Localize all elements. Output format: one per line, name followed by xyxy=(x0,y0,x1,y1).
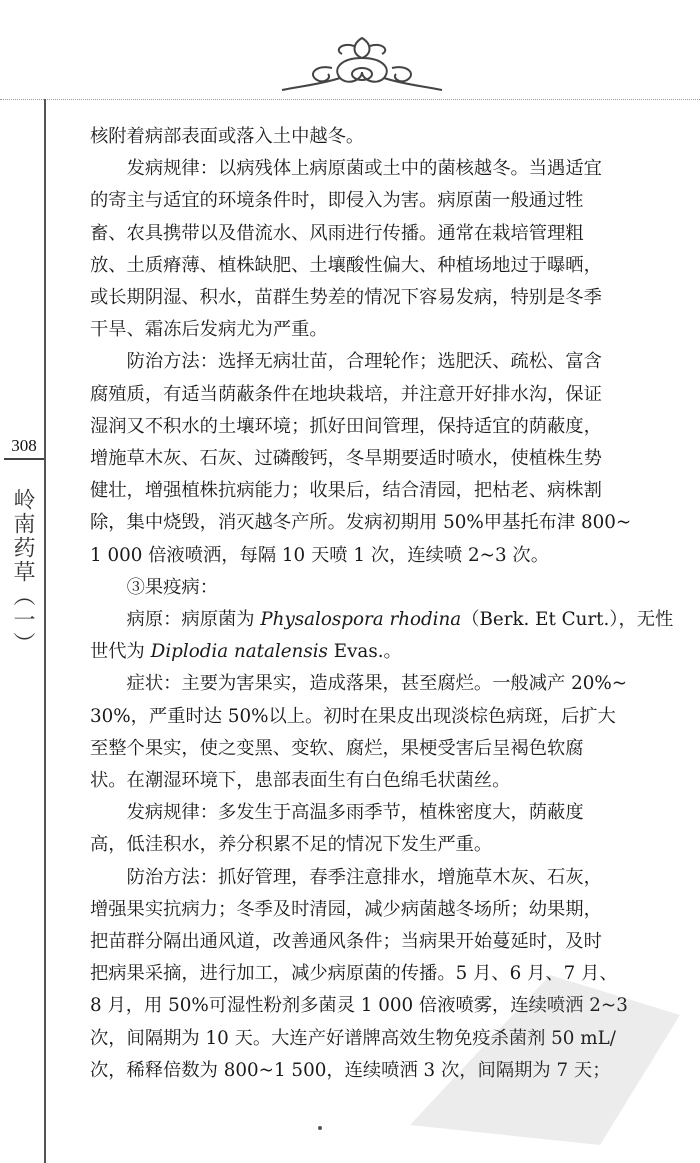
text-line: 防治方法：抓好管理，春季注意排水，增施草木灰、石灰， xyxy=(126,866,602,888)
margin-divider xyxy=(44,99,46,1163)
header-ornament-icon xyxy=(262,34,462,96)
text-line xyxy=(90,636,690,668)
section-heading: ③果疫病： xyxy=(126,576,218,598)
text-line: 把苗群分隔出通风道，改善通风条件；当病果开始蔓延时，及时 xyxy=(90,931,602,953)
watermark-logo xyxy=(400,955,690,1155)
text-line: 发病规律：多发生于高温多雨季节，植株密度大，荫蔽度 xyxy=(126,802,584,824)
text-line: 干旱、霜冻后发病尤为严重。 xyxy=(90,319,328,341)
text-line: 畜、农具携带以及借流水、风雨进行传播。通常在栽培管理粗 xyxy=(90,222,584,244)
text-line: 状。在潮湿环境下，患部表面生有白色绵毛状菌丝。 xyxy=(90,770,511,792)
pathogen-label: 病原：病原菌为 xyxy=(126,609,261,631)
text-line: 核附着病部表面或落入土中越冬。 xyxy=(90,126,365,147)
text-line: 次，间隔期为 10 天。大连产好谱牌高效生物免疫杀菌剂 50 mL/ xyxy=(90,1027,616,1049)
text-line: 8 月，用 50%可湿性粉剂多菌灵 1 000 倍液喷雾，连续喷洒 2~3 xyxy=(90,995,628,1017)
body-text xyxy=(90,121,690,1087)
text-line: 除，集中烧毁，消灭越冬产所。发病初期用 50%甲基托布津 800~ xyxy=(90,512,632,534)
text-line xyxy=(90,604,690,636)
text-line: 次，稀释倍数为 800~1 500，连续喷洒 3 次，间隔期为 7 天； xyxy=(90,1059,611,1081)
species-name: Physalospora rhodina xyxy=(260,609,462,631)
text-line: 健壮，增强植株抗病能力；收果后，结合清园，把枯老、病株割 xyxy=(90,480,602,502)
text-line: 至整个果实，使之变黑、变软、腐烂，果梗受害后呈褐色软腐 xyxy=(90,737,584,759)
text-line: 把病果采摘，进行加工，减少病原菌的传播。5 月、6 月、7 月、 xyxy=(90,963,618,985)
page-number: 308 xyxy=(4,436,44,460)
text-line: 发病规律：以病残体上病原菌或土中的菌核越冬。当遇适宜 xyxy=(126,158,602,180)
text-line: 1 000 倍液喷洒，每隔 10 天喷 1 次，连续喷 2~3 次。 xyxy=(90,544,549,566)
text-line: 的寄主与适宜的环境条件时，即侵入为害。病原菌一般通过牲 xyxy=(90,190,584,212)
text-line: 或长期阴湿、积水，苗群生势差的情况下容易发病，特别是冬季 xyxy=(90,287,602,309)
text-line: 放、土质瘠薄、植株缺肥、土壤酸性偏大、种植场地过于曝晒， xyxy=(90,254,602,276)
text-line: 30%，严重时达 50%以上。初时在果皮出现淡棕色病斑，后扩大 xyxy=(90,705,616,727)
text-line: 腐殖质，有适当荫蔽条件在地块栽培，并注意开好排水沟，保证 xyxy=(90,383,602,405)
authority: （Berk. Et Curt.），无性 xyxy=(461,609,674,631)
text-line: 增施草木灰、石灰、过磷酸钙，冬旱期要适时喷水，使植株生势 xyxy=(90,448,602,470)
text-line: 高，低洼积水，养分积累不足的情况下发生严重。 xyxy=(90,834,493,856)
text-line: 症状：主要为害果实，造成落果，甚至腐烂。一般减产 20%~ xyxy=(126,673,628,695)
header-divider xyxy=(0,99,700,100)
generation-label: 世代为 xyxy=(90,641,151,663)
text-line: 湿润又不积水的土壤环境；抓好田间管理，保持适宜的荫蔽度， xyxy=(90,415,602,437)
running-book-title: 岭南药草（一） xyxy=(10,488,35,656)
bottom-dot xyxy=(318,1126,322,1130)
text-line: 防治方法：选择无病壮苗，合理轮作；选肥沃、疏松、富含 xyxy=(126,351,602,373)
authority: Evas.。 xyxy=(327,641,402,663)
species-name: Diplodia natalensis xyxy=(150,641,328,663)
text-line: 增强果实抗病力；冬季及时清园，减少病菌越冬场所；幼果期， xyxy=(90,898,602,920)
